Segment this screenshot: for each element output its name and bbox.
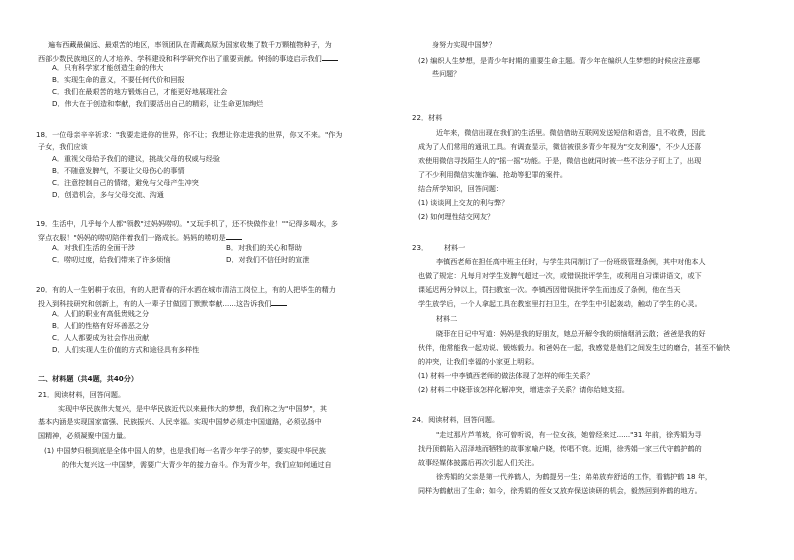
q21-sub2-line1: (2) 编织人生梦想，是青少年时期的重要生命主题。青少年在编织人生梦想的时候应注意哪 [418,56,700,65]
q23-number: 23． [412,243,429,252]
q17-option-b: B．实现生命的意义，不要任何代价和回报 [52,75,185,84]
q21-cont-line1: 身努力实现中国梦？ [432,40,496,49]
q21-para-line1: 实现中华民族伟大复兴，是中华民族近代以来最伟大的梦想，我们称之为"中国梦"，其 [58,404,327,413]
q19-stem-line2: 穿点衣服！"妈妈的唠叨陪伴着我们一路成长。妈妈的唠叨是 [38,230,242,245]
q21-sub1-line1: (1) 中国梦归根到底是全体中国人的梦，也是我们每一名青少年学子的梦，要实现中华民族 [44,446,326,455]
q22-para-line3: 欢使用微信寻找陌生人的"摇一摇"功能。于是，微信也就同时被一些不法分子盯上了，出现 [418,156,702,165]
q23-material2-label: 材料二 [436,314,458,323]
q19-option-c: C．唠叨过度，给我们带来了许多烦恼 [52,255,171,264]
q19-stem-line1: 19．生活中，几乎每个人都"领教"过妈妈唠叨。"又玩手机了，还不快做作业！""记得多喝水，多 [36,219,338,228]
q18-option-b: B．不随意发脾气，不要让父母伤心的事情 [52,166,185,175]
q17-option-d: D．伟大在于创造和奉献，我们要活出自己的精彩，让生命更加绚烂 [52,99,264,108]
q21-sub2-line2: 些问题？ [432,69,461,78]
q20-option-a: A．人们的职业有高低贵贱之分 [52,309,150,318]
q22-para-line4: 了不少利用微信实施诈骗、抢劫等犯罪的案件。 [418,170,567,179]
q24-p1-line2: 找丹顶鹤陷入沼泽地而牺牲的故事家喻户晓，传唱不衰。近期，徐秀娟一家三代守鹤护鹤的 [418,444,702,453]
q22-para-line1: 近年来，微信出现在我们的生活里。微信借助互联网发送短信和语音，且不收费，因此 [436,128,706,137]
q23-sub2: (2) 材料二中晓菲该怎样化解冲突，增进亲子关系？请你给她支招。 [418,385,629,394]
q23-m1-line3: 课延迟两分钟以上，罚扫教室一次。李镇西因错误批评学生而违反了条例，他在当天 [418,285,681,294]
q21-intro: 21．阅读材料，回答问题。 [38,390,126,399]
q22-sub2: (2) 如何理性结交网友？ [418,212,495,221]
q20-option-b: B．人们的性格有好坏善恶之分 [52,321,150,330]
q24-intro: 24．阅读材料，回答问题。 [412,415,500,424]
q23-m1-line1: 李镇西老师在担任高中班主任时，与学生共同制订了一份班级管理条例，其中对他本人 [436,257,706,266]
q20-option-c: C．人人都要成为社会作出贡献 [52,333,150,342]
q22-para-line2: 成为了人们常用的通讯工具。有调查显示，微信被很多青少年视为"交友利器"，不少人还喜 [418,142,702,151]
q18-option-d: D．创造机会，多与父母交流、沟通 [52,190,164,199]
q17-text-line1: 遍布西藏最偏远、最艰苦的地区，率领团队在青藏高原为国家收集了数千万颗植物种子，为 [48,40,332,49]
q24-p2-line2: 同样为鹤献出了生命；如今，徐秀娟的侄女又放弃保送读研的机会，毅然回到养鹤的地方。 [418,486,702,495]
q17-option-c: C．我们在最艰苦的地方锻炼自己，才能更好地展现社会 [52,87,228,96]
q19-option-d: D．对我们不信任时的宣泄 [226,255,310,264]
q20-stem-line1: 20．有的人一生躬耕于农田，有的人把青春的汗水洒在城市清洁工岗位上，有的人把毕生的精力 [36,285,336,294]
q23-m1-line2: 也做了规定：凡每月对学生发脾气超过一次，或错误批评学生，或利用自习课讲语文，或下 [418,271,702,280]
q23-m2-line2: 伙伴，他常能我一起劝说、锻炼毅力。和爸妈在一起，我感觉是他们之间发生过的磨合，甚至不愉快 [418,343,731,352]
answer-blank[interactable] [271,296,287,306]
q23-m1-line4: 学生放学后，一个人拿起工具在教室里打扫卫生，在学生中引起轰动，触动了学生的心灵。 [418,299,702,308]
q21-para-line3: 国精神，必须凝聚中国力量。 [38,431,131,440]
q17-option-a: A．只有科学家才能创造生命的伟大 [52,63,164,72]
q24-p2-line1: 徐秀娟的父亲是第一代养鹤人，为鹤提另一生；弟弟放弃舒适的工作，看鹤护鹤 18 年， [436,472,713,481]
q18-option-c: C．注意控制自己的情绪，避免与父母产生冲突 [52,178,199,187]
q20-option-d: D．人们实现人生价值的方式和途径具有多样性 [52,345,200,354]
q23-m2-line1: 晓菲在日记中写道：妈妈是我的好朋友，她总开解令我的烦恼烟消云散；爸爸是我的好 [436,329,706,338]
q19-option-a: A．对我们生活的全面干涉 [52,243,135,252]
q21-sub1-line2: 的伟大复兴这一中国梦，需要广大青少年的接力奋斗。作为青少年，我们应如何通过自 [62,460,332,469]
q23-sub1: (1) 材料一中李镇西老师的做法体现了怎样的师生关系？ [418,371,594,380]
q18-stem-line2: 子女，我们应该 [38,142,88,151]
section-title-material-questions: 二、材料题（共4题，共40分） [38,374,138,383]
q23-m2-line3: 的冲突，让我们幸福的小家更上明彩。 [418,357,539,366]
q20-stem-line2: 投入到科技研究和创新上，有的人一辈子甘做园丁默默奉献......这告诉我们 [38,296,287,311]
q22-prompt: 结合所学知识，回答问题： [418,184,504,193]
q19-option-b: B．对我们的关心和帮助 [226,243,302,252]
q24-p1-line1: "走过那片芦苇坡，你可曾听说，有一位女孩，她曾经来过......"31 年前，徐秀娟为寻 [436,430,702,439]
q24-p1-line3: 故事经媒体披露后再次引起人们关注。 [418,458,539,467]
q23-material1-label: 材料一 [444,243,466,252]
q22-title: 22．材料 [412,113,443,122]
q21-para-line2: 基本内涵是实现国家富强、民族振兴、人民幸福。实现中国梦必须走中国道路，必须弘扬中 [38,417,322,426]
answer-blank[interactable] [226,230,242,240]
q18-stem-line1: 18．一位母亲辛辛祈求："我要走进你的世界，你不让；我想让你走进我的世界，你又不来。"作为 [36,130,343,139]
q22-sub1: (1) 谈谈网上交友的利与弊？ [418,198,509,207]
q17-text-line2: 西部少数民族地区的人才培养、学科建设和科学研究作出了重要贡献。钟扬的事迹启示我们 [38,51,338,66]
q18-option-a: A．重视父母给予我们的建议，挑战父母的权威与经验 [52,154,221,163]
answer-blank[interactable] [322,51,338,61]
